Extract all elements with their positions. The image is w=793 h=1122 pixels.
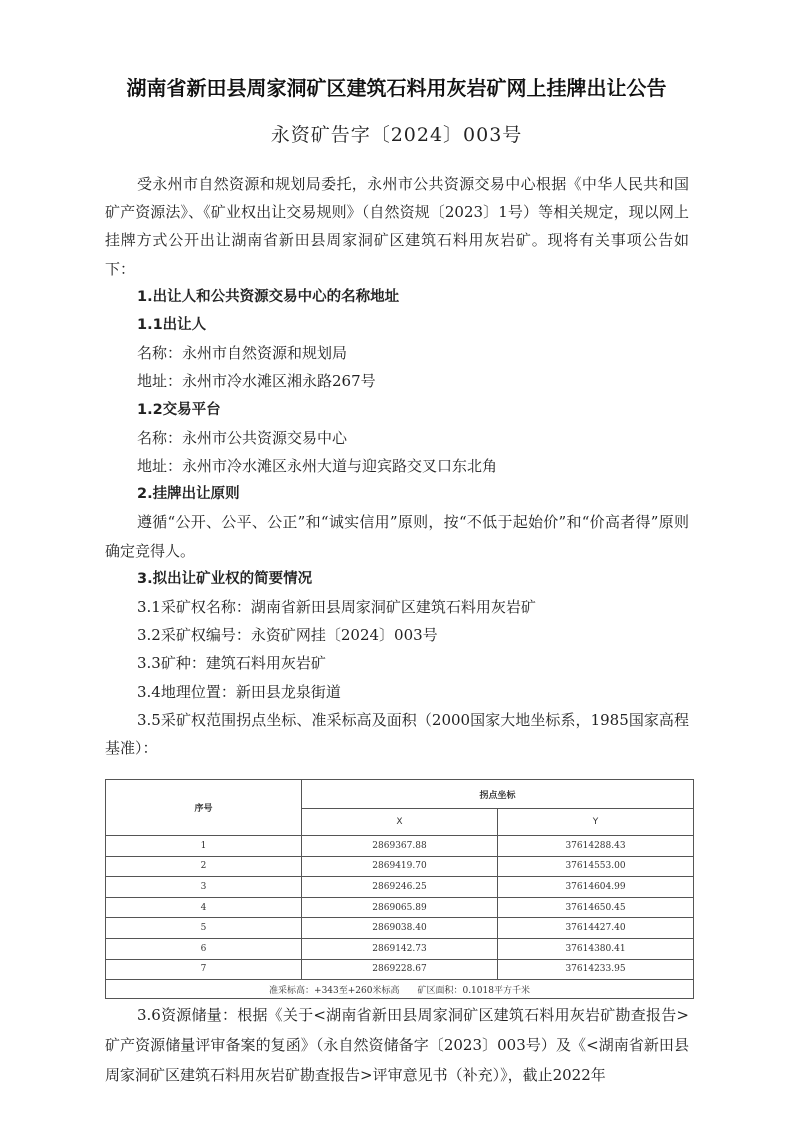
row-y: 37614288.43 [498, 836, 694, 857]
row-index: 6 [106, 938, 302, 959]
table-row [106, 918, 694, 939]
table-row [106, 938, 694, 959]
mineral-type: 3.3矿种：建筑石料用灰岩矿 [137, 654, 326, 673]
row-y: 37614380.41 [498, 938, 694, 959]
announcement-body-continued [105, 1000, 689, 1090]
table-footer-note: 准采标高：+343至+260米标高 矿区面积：0.1018平方千米 [106, 980, 694, 999]
row-y: 37614553.00 [498, 856, 694, 877]
platform-address: 地址：永州市冷水滩区永州大道与迎宾路交叉口东北角 [137, 457, 498, 476]
table-header-x: X [302, 809, 498, 836]
section-2-heading: 2.挂牌出让原则 [137, 486, 240, 503]
table-row [106, 897, 694, 918]
section-2-text: 遵循“公开、公平、公正”和“诚实信用”原则，按“不低于起始价”和“价高者得”原则确定竞得人。 [105, 513, 689, 560]
transferor-name: 名称：永州市自然资源和规划局 [137, 344, 348, 363]
row-x: 2869419.70 [302, 856, 498, 877]
row-y: 37614427.40 [498, 918, 694, 939]
section-1-2-heading: 1.2交易平台 [137, 401, 221, 418]
row-y: 37614604.99 [498, 877, 694, 898]
row-index: 4 [106, 897, 302, 918]
mining-right-name: 3.1采矿权名称：湖南省新田县周家洞矿区建筑石料用灰岩矿 [137, 598, 536, 617]
table-header-corner-coordinates: 拐点坐标 [302, 780, 694, 809]
announcement-body [105, 170, 689, 762]
coordinate-range-intro: 3.5采矿权范围拐点坐标、准采标高及面积（2000国家大地坐标系，1985国家高程基准）： [105, 710, 689, 758]
row-x: 2869228.67 [302, 959, 498, 980]
row-index: 7 [106, 959, 302, 980]
platform-name: 名称：永州市公共资源交易中心 [137, 428, 348, 447]
table-row [106, 836, 694, 857]
resource-reserves-paragraph: 3.6资源储量：根据《关于<湖南省新田县周家洞矿区建筑石料用灰岩矿勘查报告>矿产资源储量评审备案的复函》（永自然资储备字〔2023〕003号）及《<湖南省新田县周家洞矿区建筑石料用灰岩矿勘查报告>评审意见书（补充）》，截止2022年 [105, 1006, 689, 1084]
geographic-location: 3.4地理位置：新田县龙泉街道 [137, 682, 341, 701]
row-x: 2869065.89 [302, 897, 498, 918]
row-index: 1 [106, 836, 302, 857]
table-row [106, 877, 694, 898]
table-row [106, 959, 694, 980]
row-index: 2 [106, 856, 302, 877]
table-row [106, 856, 694, 877]
row-x: 2869142.73 [302, 938, 498, 959]
section-3-heading: 3.拟出让矿业权的简要情况 [137, 570, 313, 587]
table-header-y: Y [498, 809, 694, 836]
row-index: 3 [106, 877, 302, 898]
row-index: 5 [106, 918, 302, 939]
row-x: 2869246.25 [302, 877, 498, 898]
table-body [106, 836, 694, 999]
coordinates-table [105, 779, 694, 999]
announcement-title: 湖南省新田县周家洞矿区建筑石料用灰岩矿网上挂牌出让公告 [126, 76, 667, 100]
document-number: 永资矿告字〔2024〕003号 [270, 124, 523, 146]
section-1-heading: 1.出让人和公共资源交易中心的名称地址 [137, 288, 400, 305]
row-y: 37614650.45 [498, 897, 694, 918]
table-header-index: 序号 [106, 780, 302, 836]
table-footer-row [106, 980, 694, 999]
row-y: 37614233.95 [498, 959, 694, 980]
transferor-address: 地址：永州市冷水滩区湘永路267号 [137, 372, 376, 391]
section-1-1-heading: 1.1出让人 [137, 317, 207, 334]
row-x: 2869038.40 [302, 918, 498, 939]
intro-paragraph: 受永州市自然资源和规划局委托，永州市公共资源交易中心根据《中华人民共和国矿产资源法》、《矿业权出让交易规则》（自然资规〔2023〕1号）等相关规定，现以网上挂牌方式公开出让湖南省新田县周家洞矿区建筑石料用灰岩矿。现将有关事项公告如下： [105, 175, 689, 278]
mining-right-number: 3.2采矿权编号：永资矿网挂〔2024〕003号 [137, 626, 438, 645]
row-x: 2869367.88 [302, 836, 498, 857]
